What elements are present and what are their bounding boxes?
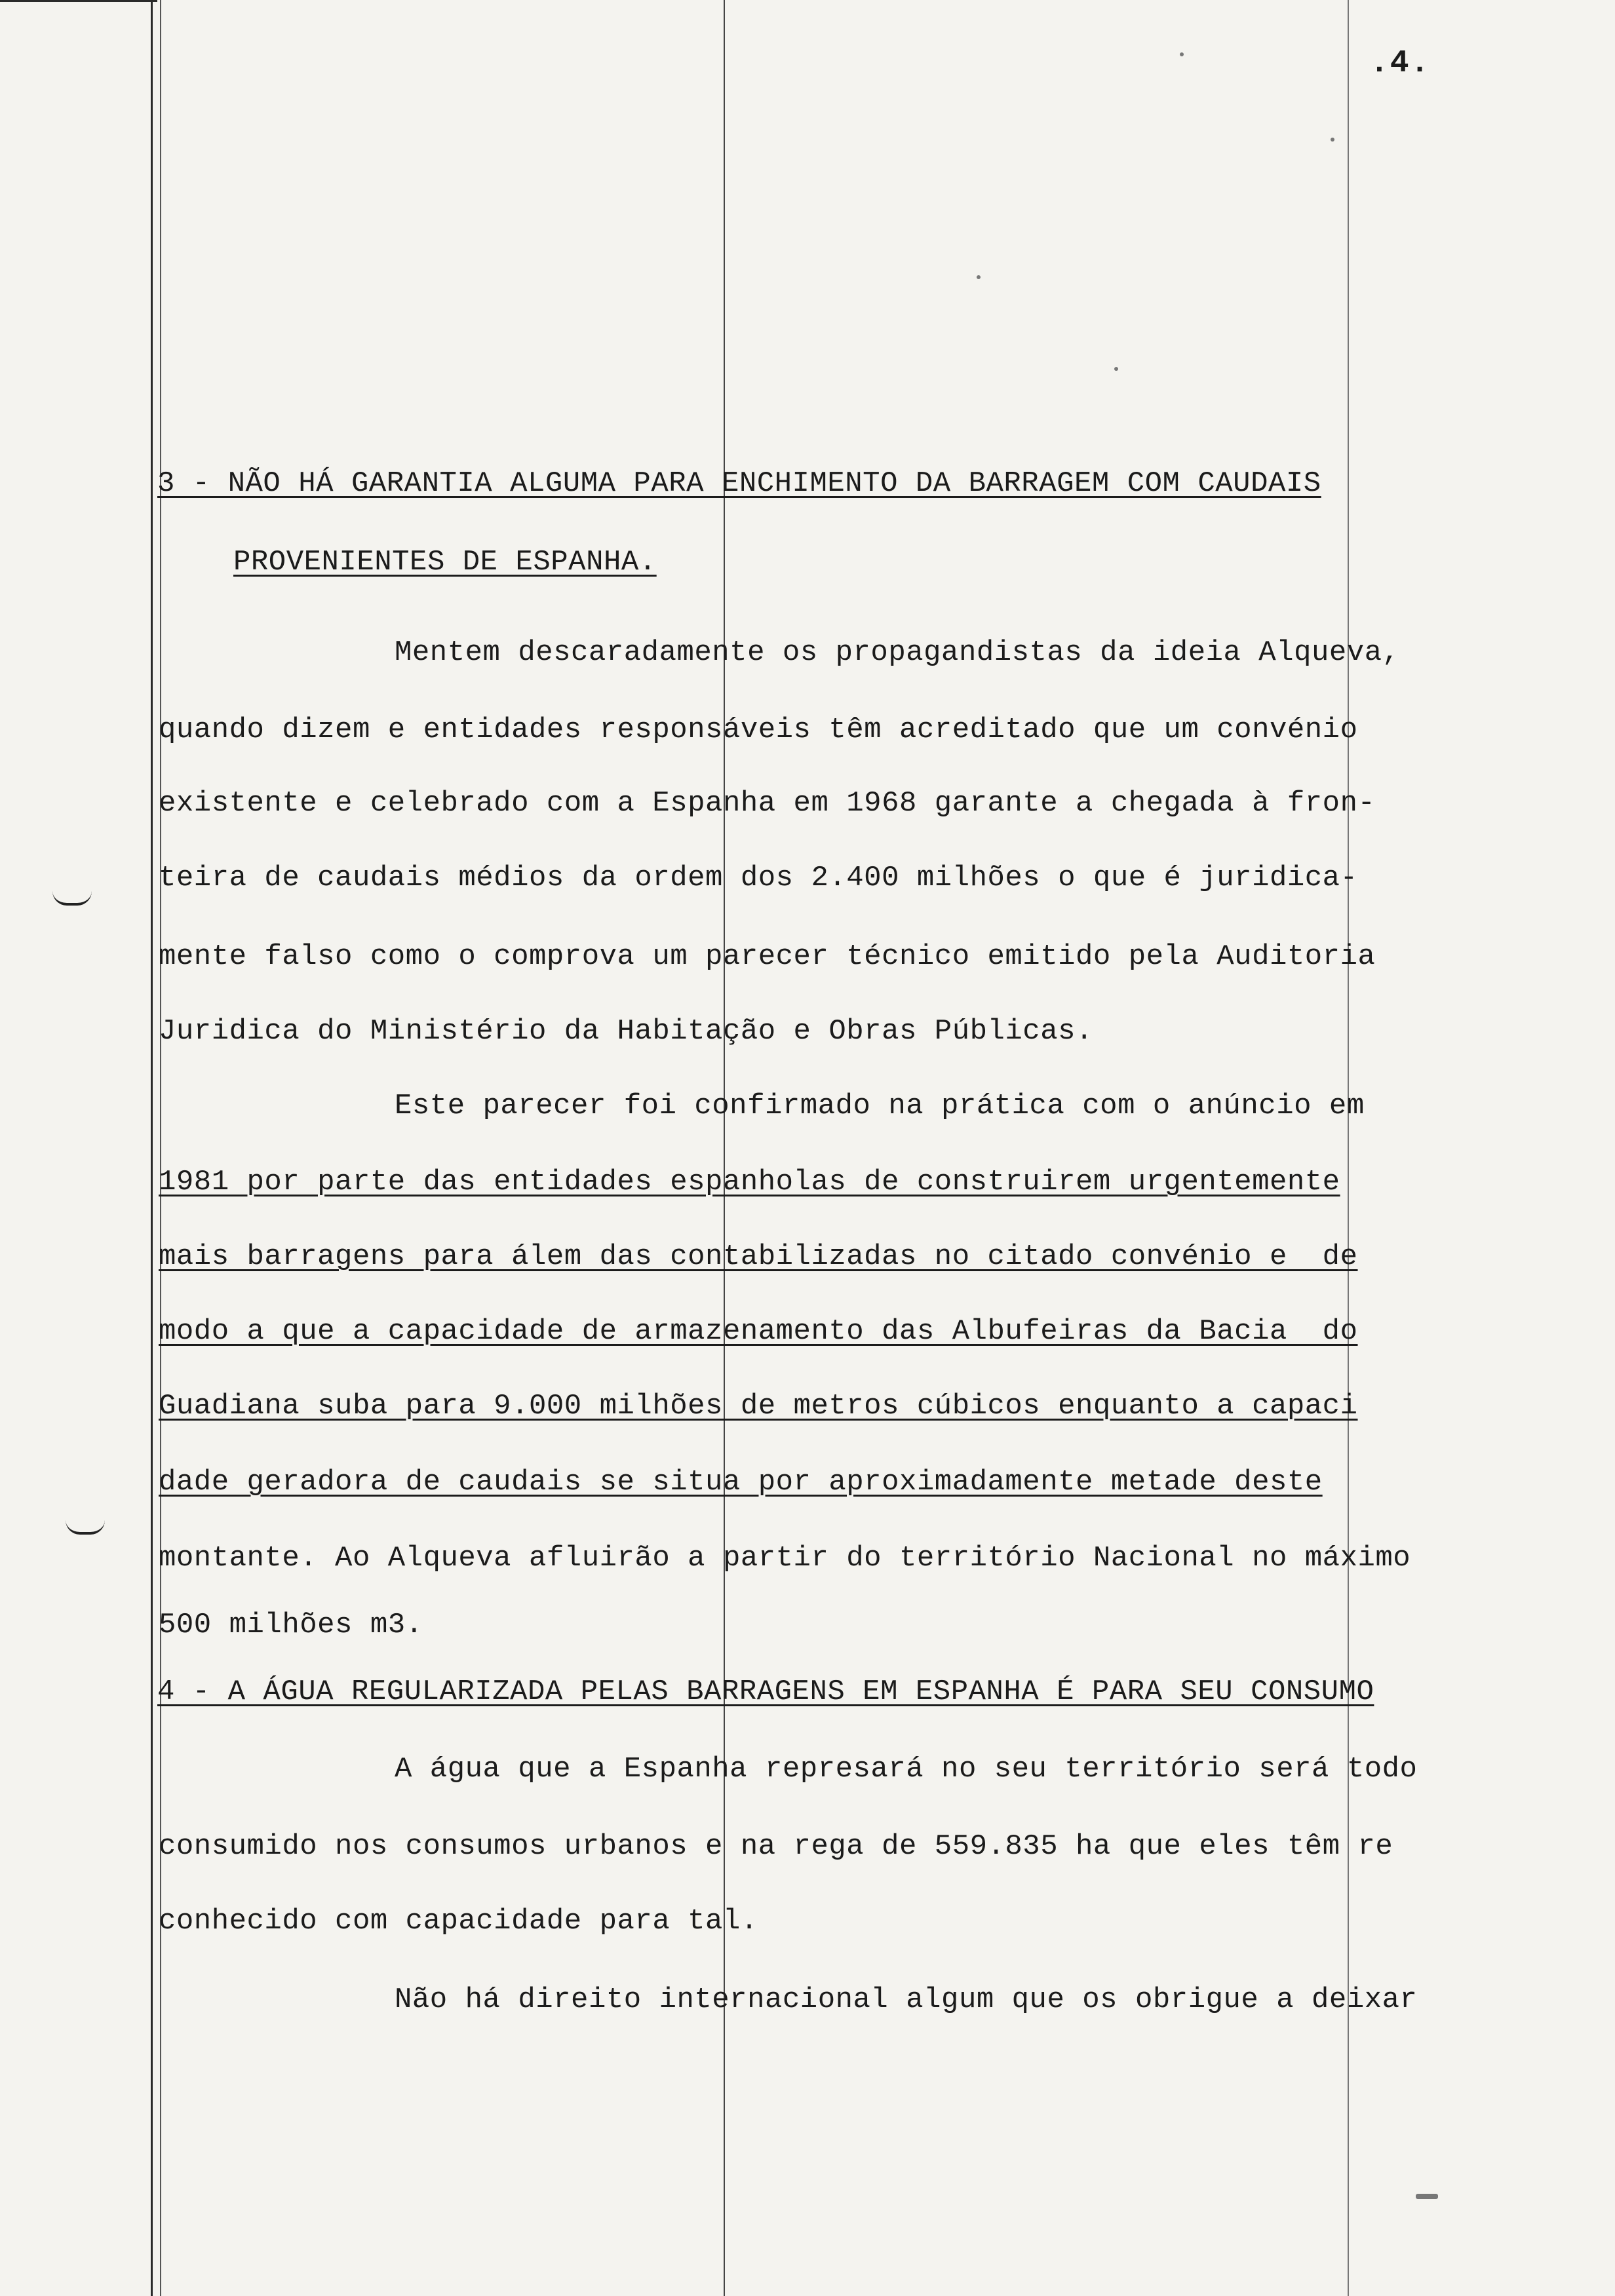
section-heading: 4 - A ÁGUA REGULARIZADA PELAS BARRAGENS EM ESPANHA É PARA SEU CONSUMO [157, 1675, 1374, 1708]
scan-speck [1416, 2194, 1438, 2199]
section-heading: 3 - NÃO HÁ GARANTIA ALGUMA PARA ENCHIMENTO DA BARRAGEM COM CAUDAIS [157, 467, 1321, 500]
paragraph-line: conhecido com capacidade para tal. [159, 1905, 758, 1938]
paragraph-line: A água que a Espanha represará no seu território será todo [395, 1753, 1418, 1786]
scan-top-edge-line [0, 0, 157, 2]
scan-margin-line-left [151, 0, 153, 2296]
paragraph-line: teira de caudais médios da ordem dos 2.400 milhões o que é juridica- [159, 862, 1358, 894]
paragraph-line: consumido nos consumos urbanos e na rega de 559.835 ha que eles têm re [159, 1830, 1393, 1863]
paragraph-line: Juridica do Ministério da Habitação e Obras Públicas. [159, 1015, 1093, 1048]
scan-speck [1331, 138, 1334, 142]
scan-speck [977, 275, 981, 279]
page-number: .4. [1370, 46, 1431, 81]
scan-speck [1180, 52, 1184, 56]
scan-smudge-mark [66, 1520, 105, 1535]
paragraph-line: Guadiana suba para 9.000 milhões de metros cúbicos enquanto a capaci [159, 1390, 1358, 1423]
scan-fold-line-center [724, 0, 725, 2296]
paragraph-line: Não há direito internacional algum que os obrigue a deixar [395, 1983, 1418, 2016]
paragraph-line: mente falso como o comprova um parecer técnico emitido pela Auditoria [159, 940, 1376, 973]
paragraph-line: quando dizem e entidades responsáveis têm acreditado que um convénio [159, 714, 1358, 746]
paragraph-line: dade geradora de caudais se situa por aproximadamente metade deste [159, 1466, 1323, 1499]
paragraph-line: mais barragens para álem das contabilizadas no citado convénio e de [159, 1240, 1358, 1273]
paragraph-line: Mentem descaradamente os propagandistas da ideia Alqueva, [395, 636, 1400, 669]
scan-margin-line-left-2 [160, 0, 161, 2296]
paragraph-line: 500 milhões m3. [159, 1609, 423, 1641]
paragraph-line: 1981 por parte das entidades espanholas de construirem urgentemente [159, 1166, 1340, 1198]
scan-speck [1114, 367, 1118, 371]
scan-fold-line-right [1348, 0, 1349, 2296]
paragraph-line: existente e celebrado com a Espanha em 1968 garante a chegada à fron- [159, 787, 1376, 820]
scan-smudge-mark [52, 891, 92, 906]
section-heading-continued: PROVENIENTES DE ESPANHA. [233, 546, 657, 579]
paragraph-line: montante. Ao Alqueva afluirão a partir do território Nacional no máximo [159, 1542, 1411, 1575]
paragraph-line: modo a que a capacidade de armazenamento das Albufeiras da Bacia do [159, 1315, 1358, 1348]
paragraph-line: Este parecer foi confirmado na prática com o anúncio em [395, 1090, 1365, 1122]
